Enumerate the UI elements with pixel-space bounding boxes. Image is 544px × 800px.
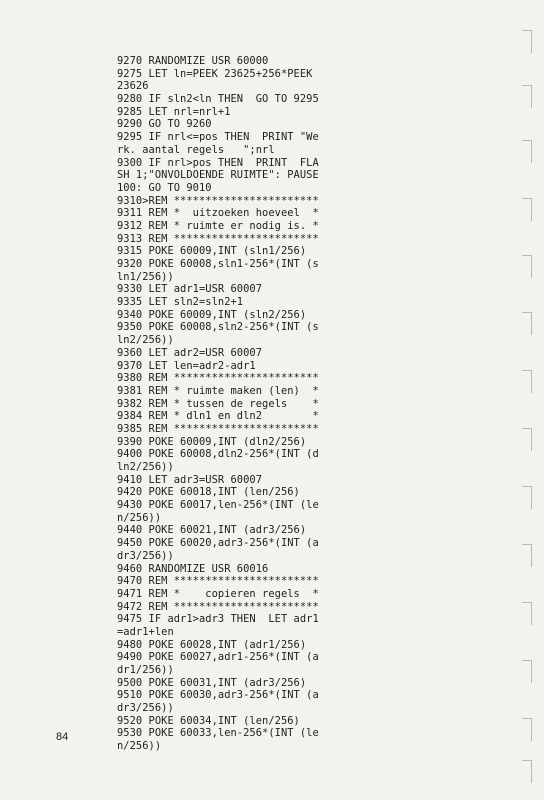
code-line: 100: GO TO 9010 [117,181,212,194]
code-line: 9300 IF nrl>pos THEN PRINT FLA [117,156,319,169]
code-line: 9420 POKE 60018,INT (len/256) [117,486,300,499]
code-line: 9440 POKE 60021,INT (adr3/256) [117,524,307,537]
code-line: 9385 REM *********************** [117,422,319,435]
code-line: 9460 RANDOMIZE USR 60016 [117,562,269,575]
code-line: ln1/256)) [117,270,174,283]
code-line: 9280 IF sln2<ln THEN GO TO 9295 [117,93,319,106]
code-line: 9270 RANDOMIZE USR 60000 [117,55,269,67]
code-line: 9310>REM *********************** [117,194,319,207]
code-line: 9315 POKE 60009,INT (sln1/256) [117,245,307,258]
code-line: dr1/256)) [117,664,174,676]
code-line: ln2/256)) [117,461,174,473]
code-line: 9520 POKE 60034,INT (len/256) [117,714,300,727]
edge-tick-mark [522,760,532,783]
code-line: 9381 REM * ruimte maken (len) * [117,384,319,397]
edge-tick-mark [522,370,532,393]
code-line: 9350 POKE 60008,sln2-256*(INT (s [117,321,319,334]
code-line: 9320 POKE 60008,sln1-256*(INT (s [117,258,319,270]
code-line: 9290 GO TO 9260 [117,118,212,131]
code-line: 9400 POKE 60008,dln2-256*(INT (d [117,448,319,461]
code-line: dr3/256)) [117,702,174,715]
code-line: 9410 LET adr3=USR 60007 [117,473,263,486]
code-line: 9370 LET len=adr2-adr1 [117,359,256,372]
edge-tick-mark [522,544,532,567]
code-line: 9390 POKE 60009,INT (dln2/256) [117,435,307,448]
code-line: 9472 REM *********************** [117,600,319,613]
code-line: n/256)) [117,511,162,524]
page-edge-marks [514,0,544,800]
code-line: 9470 REM *********************** [117,575,319,588]
edge-tick-mark [522,30,532,53]
code-line: rk. aantal regels ";nrl [117,143,275,156]
edge-tick-mark [522,140,532,163]
code-line: 9475 IF adr1>adr3 THEN LET adr1 [117,613,319,626]
code-line: 9500 POKE 60031,INT (adr3/256) [117,676,307,689]
code-line: 9384 REM * dln1 en dln2 * [117,410,319,423]
code-line: 9312 REM * ruimte er nodig is. * [117,219,319,232]
code-line: 9382 REM * tussen de regels * [117,397,319,410]
code-line: 9330 LET adr1=USR 60007 [117,283,263,296]
code-line: 9510 POKE 60030,adr3-256*(INT (a [117,689,319,702]
code-line: 9285 LET nrl=nrl+1 [117,105,231,118]
edge-tick-mark [522,486,532,509]
code-line: 9471 REM * copieren regels * [117,587,319,600]
edge-tick-mark [522,198,532,221]
code-line: 9295 IF nrl<=pos THEN PRINT "We [117,131,319,144]
code-line: 9530 POKE 60033,len-256*(INT (le [117,727,319,740]
code-line: 9430 POKE 60017,len-256*(INT (le [117,499,319,512]
basic-listing [117,55,367,753]
code-line: 9313 REM *********************** [117,232,319,245]
code-line: 9275 LET ln=PEEK 23625+256*PEEK [117,67,313,80]
edge-tick-mark [522,428,532,451]
edge-tick-mark [522,255,532,278]
code-line: 9490 POKE 60027,adr1-256*(INT (a [117,651,319,664]
page-number: 84 [56,731,69,743]
code-line: 9335 LET sln2=sln2+1 [117,296,244,309]
code-line: 9340 POKE 60009,INT (sln2/256) [117,308,307,321]
edge-tick-mark [522,660,532,683]
code-line: =adr1+len [117,625,174,638]
code-line: 9311 REM * uitzoeken hoeveel * [117,207,319,220]
code-line: dr3/256)) [117,549,174,562]
code-line: SH 1;"ONVOLDOENDE RUIMTE": PAUSE [117,169,319,182]
code-line: ln2/256)) [117,334,174,347]
code-line: 9450 POKE 60020,adr3-256*(INT (a [117,537,319,550]
code-line: n/256)) [117,740,162,753]
code-line: 9480 POKE 60028,INT (adr1/256) [117,638,307,651]
code-line: 9380 REM *********************** [117,372,319,385]
edge-tick-mark [522,718,532,741]
edge-tick-mark [522,312,532,335]
edge-tick-mark [522,85,532,108]
edge-tick-mark [522,602,532,625]
code-line: 23626 [117,80,149,93]
code-line: 9360 LET adr2=USR 60007 [117,346,263,359]
